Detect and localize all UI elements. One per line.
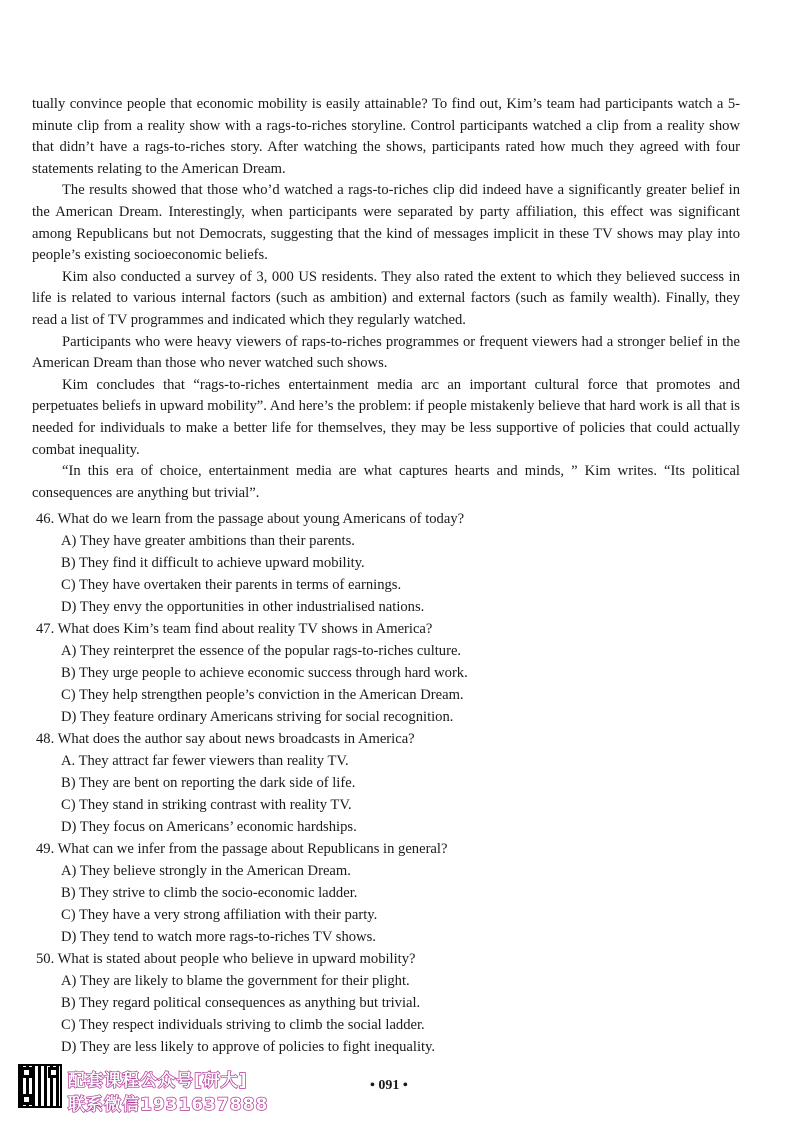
option-b: B) They find it difficult to achieve upward mobility.: [61, 555, 365, 571]
option-c: C) They stand in striking contrast with reality TV.: [61, 797, 352, 813]
passage-paragraph: “In this era of choice, entertainment media are what captures hearts and minds, ” Kim writes. “Its political consequences are anything but trivial”.: [32, 463, 740, 501]
option-d: D) They focus on Americans’ economic hardships.: [61, 819, 357, 835]
option-d: D) They tend to watch more rags-to-riches TV shows.: [61, 929, 376, 945]
question-48: [36, 728, 736, 838]
option-b: B) They are bent on reporting the dark side of life.: [61, 775, 356, 791]
option-b: B) They strive to climb the socio-economic ladder.: [61, 885, 358, 901]
passage-paragraph: Participants who were heavy viewers of raps-to-riches programmes or frequent viewers had a stronger belief in the American Dream than those who never watched such shows.: [32, 333, 740, 372]
option-c: C) They respect individuals striving to climb the social ladder.: [61, 1017, 425, 1033]
option-c: C) They have overtaken their parents in terms of earnings.: [61, 577, 402, 593]
option-b: B) They regard political consequences as anything but trivial.: [61, 995, 421, 1011]
option-d: D) They feature ordinary Americans striving for social recognition.: [61, 709, 454, 725]
watermark-line-2: 联系微信1931637888: [68, 1095, 269, 1115]
qr-code-icon: [18, 1064, 62, 1108]
passage-paragraph: Kim concludes that “rags-to-riches entertainment media arc an important cultural force that promotes and perpetuates beliefs in upward mobility”. And here’s the problem: if people mistakenly believe that hard work is all that is needed for individuals to make a better life for themselves, they may be less supportive of policies that could actually combat inequality.: [32, 376, 740, 458]
option-a: A) They reinterpret the essence of the popular rags-to-riches culture.: [61, 643, 462, 659]
question-46: [36, 508, 736, 618]
question-stem: 47. What does Kim’s team find about reality TV shows in America?: [36, 621, 433, 637]
reading-passage: [32, 94, 740, 504]
watermark-line-1: 配套课程公众号[研大]: [68, 1071, 248, 1091]
option-b: B) They urge people to achieve economic success through hard work.: [61, 665, 468, 681]
option-c: C) They help strengthen people’s conviction in the American Dream.: [61, 687, 464, 703]
question-50: [36, 948, 736, 1058]
question-stem: 46. What do we learn from the passage about young Americans of today?: [36, 511, 465, 527]
question-list: [36, 508, 736, 1058]
question-stem: 50. What is stated about people who believe in upward mobility?: [36, 951, 416, 967]
option-c: C) They have a very strong affiliation with their party.: [61, 907, 378, 923]
question-47: [36, 618, 736, 728]
option-a: A) They are likely to blame the government for their plight.: [61, 973, 410, 989]
option-d: D) They envy the opportunities in other industrialised nations.: [61, 599, 425, 615]
question-stem: 49. What can we infer from the passage about Republicans in general?: [36, 841, 448, 857]
page-footer: [0, 1062, 800, 1122]
option-a: A) They believe strongly in the American Dream.: [61, 863, 351, 879]
option-a: A. They attract far fewer viewers than reality TV.: [61, 753, 349, 769]
question-stem: 48. What does the author say about news broadcasts in America?: [36, 731, 415, 747]
page-number: • 091 •: [370, 1078, 408, 1093]
passage-paragraph: The results showed that those who’d watched a rags-to-riches clip did indeed have a significantly greater belief in the American Dream. Interestingly, when participants were separated by party affiliation, this effect was significant among Republicans but not Democrats, suggesting that the kind of messages implicit in these TV shows may play into people’s existing socioeconomic beliefs.: [32, 182, 740, 264]
passage-paragraph: tually convince people that economic mobility is easily attainable? To find out, Kim’s team had participants watch a 5-minute clip from a reality show with a rags-to-riches storyline. Control participants watched a clip from a reality show that didn’t have a rags-to-riches story. After watching the shows, participants rated how much they agreed with four statements relating to the American Dream.: [32, 96, 740, 177]
passage-paragraph: Kim also conducted a survey of 3, 000 US residents. They also rated the extent to which they believed success in life is related to various internal factors (such as ambition) and external factors (such as family wealth). Finally, they read a list of TV programmes and indicated which they regularly watched.: [32, 268, 740, 328]
option-a: A) They have greater ambitions than their parents.: [61, 533, 355, 549]
question-49: [36, 838, 736, 948]
option-d: D) They are less likely to approve of policies to fight inequality.: [61, 1039, 436, 1055]
